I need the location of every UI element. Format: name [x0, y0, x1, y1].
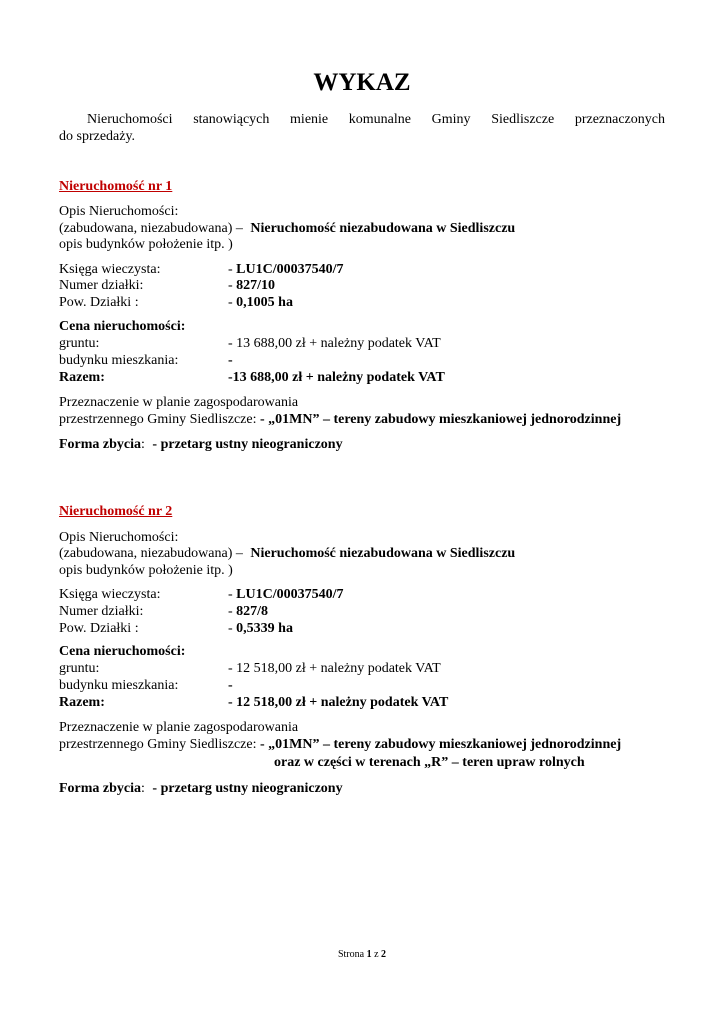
property-2-cena-label: Cena nieruchomości: — [59, 644, 186, 659]
property-2-pow-label: Pow. Działki : — [59, 621, 139, 636]
property-1-pow-value: 0,1005 ha — [236, 295, 293, 310]
property-1-forma-value: - przetarg ustny nieograniczony — [152, 437, 343, 452]
property-2-forma-label: Forma zbycia — [59, 781, 142, 796]
property-2-numer-row: - 827/8 — [228, 604, 269, 619]
property-1-opis-row — [59, 220, 515, 237]
property-2-opis-label: Opis Nieruchomości: — [59, 530, 179, 545]
property-2-forma-value: - przetarg ustny nieograniczony — [152, 781, 343, 796]
property-1-przezn-value: - „01MN” – tereny zabudowy mieszkaniowej jednorodzinnej — [259, 412, 622, 427]
property-1-heading: Nieruchomość nr 1 — [59, 179, 173, 194]
property-1-cena-label: Cena nieruchomości: — [59, 319, 186, 334]
property-2-numer-value: 827/8 — [236, 604, 269, 619]
property-2-pow-value: 0,5339 ha — [236, 621, 293, 636]
property-1-opis-sub-label: (zabudowana, niezabudowana) – — [59, 221, 243, 236]
property-2-przezn-value: - „01MN” – tereny zabudowy mieszkaniowej jednorodzinnej — [259, 737, 622, 752]
property-2-gruntu-label: gruntu: — [59, 661, 100, 676]
property-2-ksiega-row: - LU1C/00037540/7 — [228, 587, 344, 602]
property-1-ksiega-label: Księga wieczysta: — [59, 262, 161, 277]
property-1-gruntu-value: - 13 688,00 zł + należny podatek VAT — [228, 336, 441, 351]
property-1-pow-row: - 0,1005 ha — [228, 295, 293, 310]
property-2-forma-row: Forma zbycia: - przetarg ustny nieograniczony — [59, 781, 343, 796]
intro-line-1: Nieruchomości stanowiących mienie komunalne Gminy Siedliszcze przeznaczonych — [87, 112, 665, 127]
property-2-razem-label: Razem: — [59, 695, 105, 710]
property-2-budynku-value: - — [228, 678, 233, 693]
property-2-opis-sub-label: (zabudowana, niezabudowana) – — [59, 546, 243, 561]
property-1-numer-value: 827/10 — [236, 278, 276, 293]
property-2-przezn-label2: przestrzennego Gminy Siedliszcze: — [59, 737, 257, 752]
property-1-forma-label: Forma zbycia — [59, 437, 142, 452]
property-1-numer-row: - 827/10 — [228, 278, 276, 293]
property-1-opis-sub-label2: opis budynków położenie itp. ) — [59, 237, 233, 252]
property-1-przezn-label1: Przeznaczenie w planie zagospodarowania — [59, 395, 299, 410]
property-1-pow-label: Pow. Działki : — [59, 295, 139, 310]
intro-paragraph — [59, 111, 665, 145]
document-title: WYKAZ — [313, 69, 411, 96]
intro-line-2: do sprzedaży. — [59, 129, 136, 144]
property-2-przezn-label1: Przeznaczenie w planie zagospodarowania — [59, 720, 299, 735]
property-1-budynku-value: - — [228, 353, 233, 368]
property-2-przezn-row — [59, 736, 621, 753]
footer-current-page: 1 — [366, 949, 372, 960]
property-1-opis-label: Opis Nieruchomości: — [59, 204, 179, 219]
property-2-ksiega-label: Księga wieczysta: — [59, 587, 161, 602]
property-1-budynku-label: budynku mieszkania: — [59, 353, 179, 368]
property-2-heading: Nieruchomość nr 2 — [59, 504, 173, 519]
property-1-numer-label: Numer działki: — [59, 278, 144, 293]
property-1-razem-value: -13 688,00 zł + należny podatek VAT — [228, 370, 445, 385]
property-2-razem-value: - 12 518,00 zł + należny podatek VAT — [228, 695, 449, 710]
property-1-gruntu-label: gruntu: — [59, 336, 100, 351]
property-2-opis-value: Nieruchomość niezabudowana w Siedliszczu — [250, 546, 516, 561]
footer-total-pages: 2 — [381, 949, 387, 960]
property-1-przezn-row — [59, 411, 621, 428]
footer-prefix: Strona — [337, 949, 365, 960]
property-2-przezn-value2: oraz w części w terenach „R” – teren upraw rolnych — [274, 755, 585, 770]
property-2-ksiega-value: LU1C/00037540/7 — [236, 587, 344, 602]
footer-separator: z — [374, 949, 379, 960]
property-1-forma-row: Forma zbycia: - przetarg ustny nieograniczony — [59, 437, 343, 452]
property-2-opis-sub-label2: opis budynków położenie itp. ) — [59, 563, 233, 578]
property-1-razem-label: Razem: — [59, 370, 105, 385]
property-2-budynku-label: budynku mieszkania: — [59, 678, 179, 693]
property-1-ksiega-row: - LU1C/00037540/7 — [228, 262, 344, 277]
property-1-przezn-label2: przestrzennego Gminy Siedliszcze: — [59, 412, 257, 427]
property-2-numer-label: Numer działki: — [59, 604, 144, 619]
property-1-ksiega-value: LU1C/00037540/7 — [236, 262, 344, 277]
property-2-gruntu-value: - 12 518,00 zł + należny podatek VAT — [228, 661, 441, 676]
property-2-pow-row: - 0,5339 ha — [228, 621, 293, 636]
property-1-opis-value: Nieruchomość niezabudowana w Siedliszczu — [250, 221, 516, 236]
property-2-opis-row — [59, 545, 515, 562]
page-footer — [0, 949, 724, 961]
